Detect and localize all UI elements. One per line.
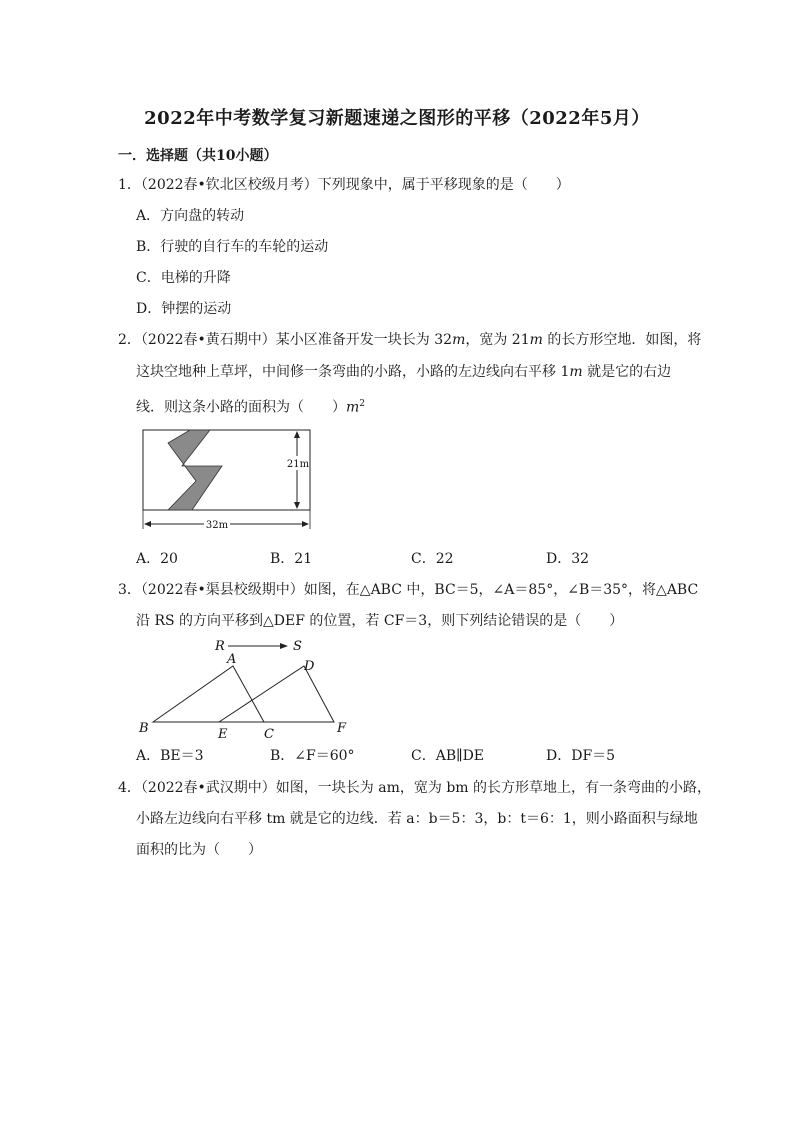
- width-arrow-right: [302, 521, 309, 527]
- height-arrow-up: [294, 431, 300, 438]
- unit-m-squared: m: [346, 399, 360, 416]
- question-2-option-b: B．21: [270, 551, 313, 567]
- question-3-text-a: （2022春•渠县校级期中）如图，在△ABC 中，BC＝5，∠A＝85°，∠B＝35°，将△ABC: [140, 582, 699, 598]
- question-4-line-2: 小路左边线向右平移 tm 就是它的边线．若 a：b＝5：3，b：t＝6：1，则小路面积与绿地: [136, 811, 698, 827]
- question-2-text-a: （2022春•黄石期中）某小区准备开发一块长为 32: [140, 332, 453, 348]
- unit-m: m: [569, 364, 583, 380]
- width-arrow-left: [144, 521, 151, 527]
- question-2-figure: [140, 428, 340, 538]
- question-1: [118, 175, 570, 195]
- question-2-line-3: [136, 394, 365, 418]
- question-2-text-e: 就是它的右边: [582, 364, 672, 380]
- question-3-option-c: C．AB∥DE: [411, 748, 485, 764]
- question-3-option-a: A．BE＝3: [136, 748, 204, 764]
- point-d-label: D: [304, 659, 315, 674]
- question-2-text-b: ，宽为 21: [465, 332, 530, 348]
- question-1-option-a: A．方向盘的转动: [136, 208, 245, 224]
- question-3-number: 3．: [118, 582, 141, 598]
- question-2-text-f: 线．则这条小路的面积为（ ）: [136, 399, 346, 416]
- question-3-option-b: B．∠F＝60°: [270, 748, 355, 764]
- question-2-text-d: 这块空地种上草坪，中间修一条弯曲的小路，小路的左边线向右平移 1: [136, 364, 570, 380]
- question-1-text: （2022春•钦北区校级月考）下列现象中，属于平移现象的是（ ）: [140, 177, 570, 193]
- question-2-option-c: C．22: [411, 551, 454, 567]
- point-c-label: C: [264, 727, 274, 742]
- page-title: 2022年中考数学复习新题速递之图形的平移（2022年5月）: [144, 108, 650, 129]
- question-1-option-b: B．行驶的自行车的车轮的运动: [136, 239, 329, 255]
- unit-exponent: 2: [359, 399, 366, 409]
- point-r-label: R: [215, 639, 225, 654]
- triangle-abc: [153, 666, 264, 722]
- question-4-line-3: 面积的比为（ ）: [136, 842, 262, 858]
- question-3-option-d: D．DF＝5: [546, 748, 616, 764]
- rectangle-field: [143, 430, 310, 510]
- question-4-number: 4．: [118, 780, 141, 796]
- question-2-number: 2．: [118, 332, 141, 348]
- height-arrow-down: [294, 502, 300, 509]
- width-label: 32m: [205, 520, 229, 531]
- height-label: 21m: [286, 459, 310, 470]
- triangle-def: [219, 666, 334, 722]
- point-f-label: F: [337, 721, 347, 736]
- point-a-label: A: [227, 652, 237, 667]
- unit-m: m: [452, 332, 466, 348]
- question-2-line-2: [136, 362, 671, 382]
- section-heading: 一．选择题（共10小题）: [118, 148, 278, 164]
- zigzag-path: [168, 430, 222, 510]
- unit-m: m: [529, 332, 543, 348]
- question-2-option-d: D．32: [546, 551, 590, 567]
- question-2-option-a: A．20: [136, 551, 178, 567]
- question-2-text-c: 的长方形空地．如图，将: [542, 332, 702, 348]
- question-3-line-1: [118, 580, 698, 600]
- question-3-figure: [136, 634, 366, 744]
- question-2-line-1: [118, 330, 701, 350]
- question-1-option-d: D．钟摆的运动: [136, 301, 232, 317]
- question-4-line-1: [118, 778, 711, 798]
- direction-arrow-head: [280, 643, 288, 649]
- point-e-label: E: [218, 727, 228, 742]
- question-3-line-2: 沿 RS 的方向平移到△DEF 的位置，若 CF＝3，则下列结论错误的是（ ）: [136, 613, 624, 629]
- point-b-label: B: [139, 721, 149, 736]
- question-1-number: 1．: [118, 177, 141, 193]
- point-s-label: S: [293, 639, 302, 654]
- question-4-text-a: （2022春•武汉期中）如图，一块长为 am，宽为 bm 的长方形草地上，有一条弯曲的小路，: [140, 780, 712, 796]
- question-1-option-c: C．电梯的升降: [136, 270, 231, 286]
